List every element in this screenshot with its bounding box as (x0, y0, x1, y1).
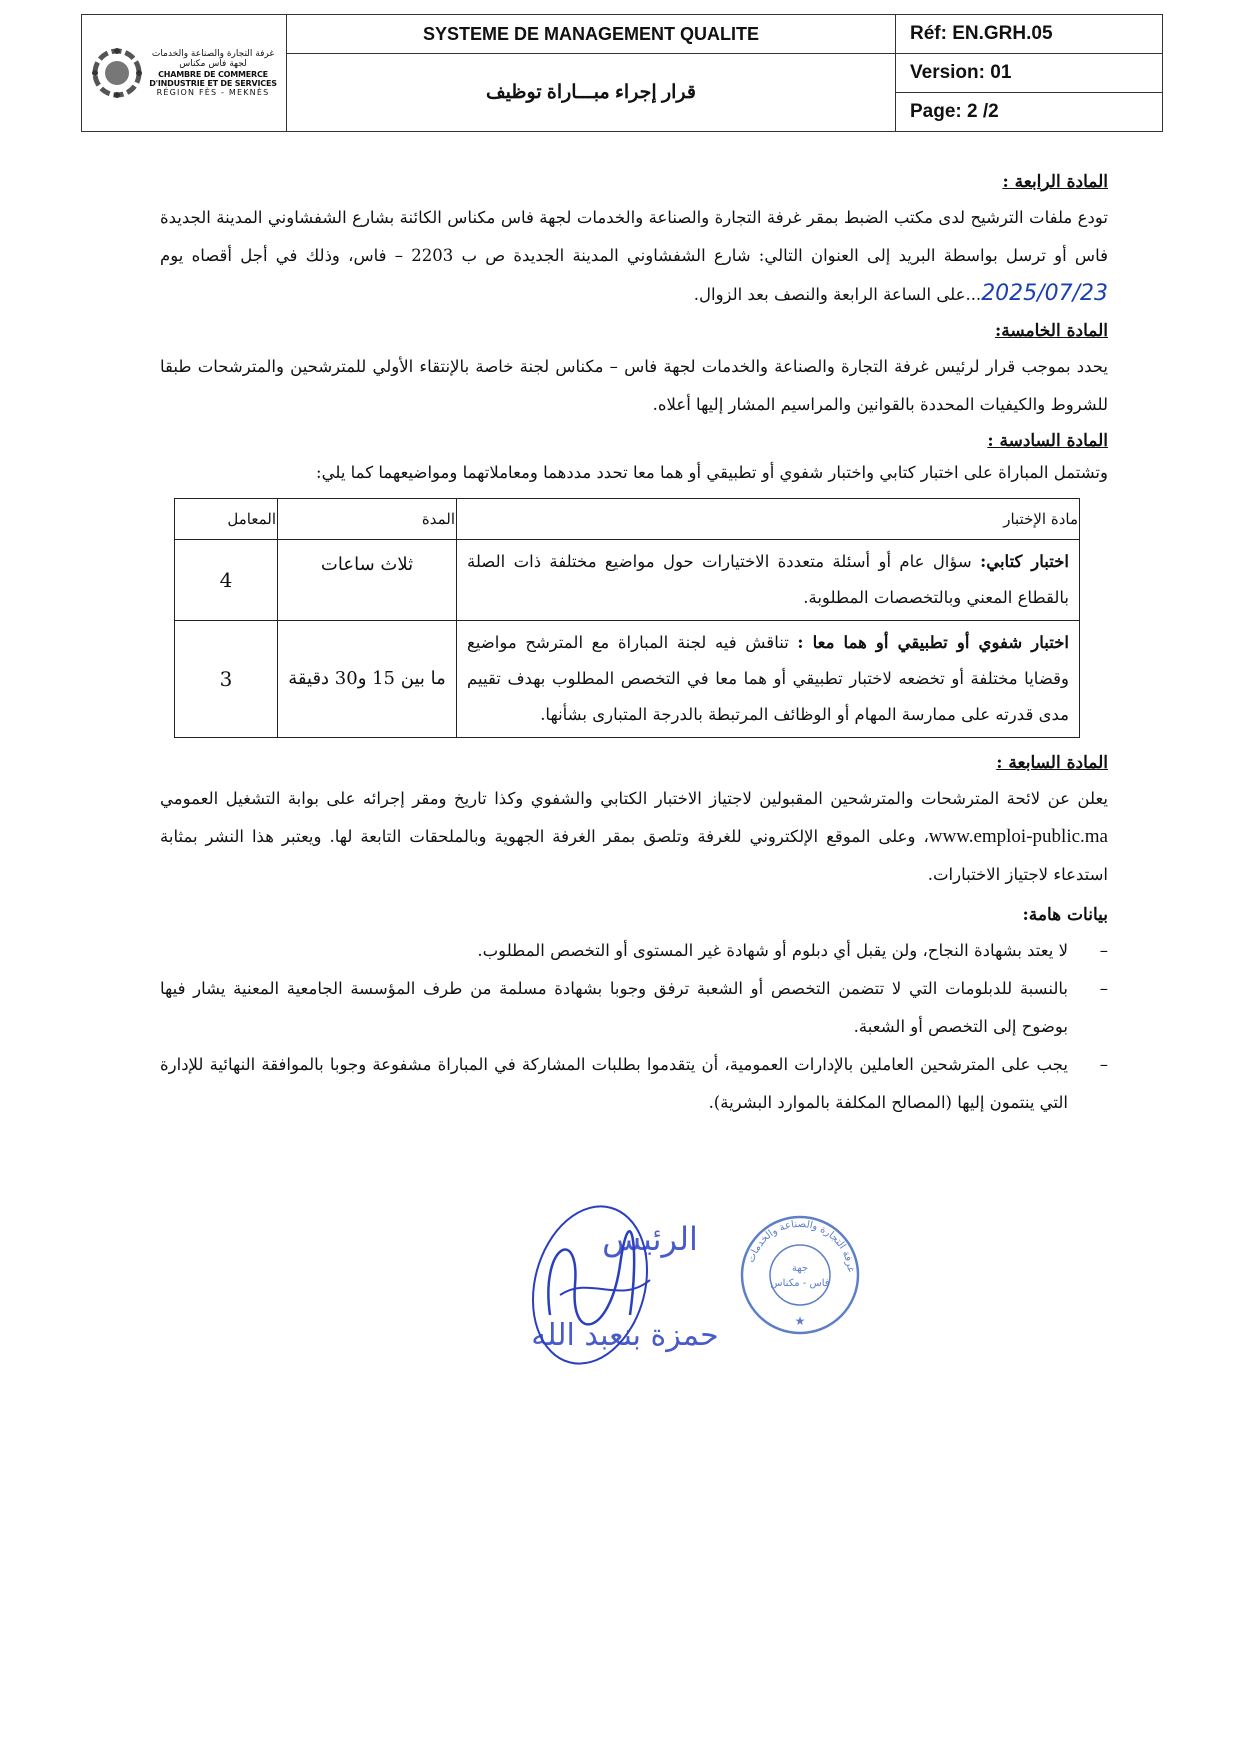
article-5-text: يحدد بموجب قرار لرئيس غرفة التجارة والصناعة والخدمات لجهة فاس – مكناس لجنة خاصة بالإنتقاء الأولي للمترشحين والمترشحات طبقا للشروط والكيفيات المحددة بالقوانين والمراسيم المشار إليها أعلاه. (160, 357, 1108, 414)
exam-table-header-row (175, 499, 1080, 540)
table-row (175, 621, 1080, 738)
signature-name: حمزة بنعبد الله (531, 1318, 719, 1353)
article-4-body: تودع ملفات الترشيح لدى مكتب الضبط بمقر غرفة التجارة والصناعة والخدمات لجهة فاس مكناس الكائنة بشارع الشفشاوني المدينة الجديدة فاس أو ترسل بواسطة البريد إلى العنوان التالي: شارع الشفشاوني المدينة الجديدة ص ب 2203 – فاس، وذلك في أجل أقصاه يوم (160, 208, 1108, 265)
handwritten-deadline-date: 2025/07/23 (981, 281, 1108, 306)
list-item: – لا يعتد بشهادة النجاح، ولن يقبل أي دبلوم أو شهادة غير المستوى أو التخصص المطلوب. (477, 941, 1108, 960)
exam-duration: ثلاث ساعات (278, 540, 457, 621)
list-item: – بالنسبة للدبلومات التي لا تتضمن التخصص أو الشعبة ترفق وجوبا بشهادة مسلمة من طرف المؤسسة الجامعية المعنية يشار فيها بوضوح إلى التخصص أو الشعبة. (160, 979, 1108, 1036)
system-title: SYSTEME DE MANAGEMENT QUALITE (422, 23, 759, 44)
note-text: يجب على المترشحين العاملين بالإدارات العمومية، أن يتقدموا بطلبات المشاركة في المباراة مشفوعة وجوبا بالموافقة النهائية للإدارة التي ينتمون إليها (المصالح المكلفة بالموارد البشرية). (160, 1055, 1068, 1112)
exam-subject-title: اختبار كتابي: (980, 552, 1069, 571)
reference: Réf: EN.GRH.05 (896, 15, 1163, 54)
stamp-center-line-2: فاس - مكناس (770, 1278, 830, 1289)
logo-french-line-1: CHAMBRE DE COMMERCE (158, 69, 268, 79)
logo-arabic-line-1: غرفة التجارة والصناعة والخدمات (151, 48, 275, 59)
exam-table-header-duration: المدة (278, 499, 457, 540)
article-4-body-end: ...على الساعة الرابعة والنصف بعد الزوال. (693, 285, 982, 304)
exam-table-header-subject: مادة الإختبار (457, 499, 1080, 540)
exam-table (174, 498, 1080, 738)
page-number: Page: 2 /2 (896, 93, 1163, 132)
logo-french-line-2: D'INDUSTRIE ET DE SERVICES (149, 78, 277, 88)
exam-subject-description: تناقش فيه لجنة المباراة مع المترشح مواضيع وقضايا مختلفة أو تخضعه لاختبار تطبيقي أو هما معا في التخصص المطلوب بهدف تقييم مدى قدرته على ممارسة المهام أو الوظائف المرتبطة بالدرجة المتبارى بشأنها. (467, 633, 1069, 724)
article-7-heading: المادة السابعة : (996, 753, 1108, 773)
table-row (175, 540, 1080, 621)
exam-subject-description: سؤال عام أو أسئلة متعددة الاختيارات حول مواضيع مختلفة ذات الصلة بالقطاع المعني وبالتخصصات المطلوبة. (467, 552, 1069, 607)
version: Version: 01 (896, 54, 1163, 93)
doc-title-cell (287, 54, 896, 132)
exam-subject-cell (457, 621, 1080, 738)
document-title: قرار إجراء مبـــاراة توظيف (485, 82, 696, 103)
exam-duration: ما بين 15 و30 دقيقة (278, 621, 457, 738)
article-7-text (160, 780, 1108, 894)
logo-arabic-line-2: لجهة فاس مكناس (179, 59, 247, 70)
exam-subject-cell (457, 540, 1080, 621)
stamp-star-icon: ★ (794, 1314, 806, 1328)
list-item: – يجب على المترشحين العاملين بالإدارات العمومية، أن يتقدموا بطلبات المشاركة في المباراة مشفوعة وجوبا بالموافقة النهائية للإدارة التي ينتمون إليها (المصالح المكلفة بالموارد البشرية). (160, 1055, 1108, 1112)
notes-list (160, 932, 1108, 1122)
logo-region: RÉGION FÈS - MEKNÈS (156, 87, 270, 97)
article-6-heading: المادة السادسة : (987, 431, 1108, 451)
system-title-cell (287, 15, 896, 54)
article-4-text (160, 199, 1108, 314)
document-body (160, 165, 1108, 1122)
exam-subject-title: اختبار شفوي أو تطبيقي أو هما معا : (797, 633, 1069, 652)
logo-cell (82, 15, 287, 132)
stamp-center-line-1: جهة (791, 1263, 809, 1274)
article-6-intro: وتشتمل المباراة على اختبار كتابي واختبار شفوي أو تطبيقي أو هما معا تحدد مددهما ومعاملاتهما ومواضيعهما كما يلي: (316, 463, 1108, 482)
document-header (81, 14, 1163, 132)
exam-table-header-coefficient: المعامل (175, 499, 278, 540)
stamp-ring-text: غرفة التجارة والصناعة والخدمات (745, 1218, 856, 1273)
article-7-body: يعلن عن لائحة المترشحات والمترشحين المقبولين لاجتياز الاختبار الكتابي والشفوي وكذا تاريخ ومقر إجرائه على بوابة التشغيل العمومي (160, 789, 1108, 808)
article-7-body-end: ، وعلى الموقع الإلكتروني للغرفة وتلصق بمقر الغرفة الجهوية وبالملحقات التابعة لها. ويعتبر هذا النشر بمثابة استدعاء لاجتياز الاختبارات. (160, 827, 1108, 884)
emploi-public-link[interactable]: www.emploi-public.ma (928, 826, 1108, 847)
exam-coefficient: 3 (175, 621, 278, 738)
note-text: بالنسبة للدبلومات التي لا تتضمن التخصص أو الشعبة ترفق وجوبا بشهادة مسلمة من طرف المؤسسة الجامعية المعنية يشار فيها بوضوح إلى التخصص أو الشعبة. (160, 979, 1068, 1036)
notes-heading: بيانات هامة: (1022, 905, 1108, 925)
note-text: لا يعتد بشهادة النجاح، ولن يقبل أي دبلوم أو شهادة غير المستوى أو التخصص المطلوب. (477, 941, 1068, 960)
article-5-heading: المادة الخامسة: (994, 321, 1108, 341)
signature-and-stamp (500, 1185, 880, 1365)
signature-stamp-graphic (500, 1185, 880, 1365)
signature-title: الرئيس (602, 1220, 698, 1258)
chamber-logo-icon (91, 47, 143, 99)
article-4-heading: المادة الرابعة : (1002, 172, 1108, 192)
president-signature (516, 1193, 719, 1365)
exam-coefficient: 4 (175, 540, 278, 621)
official-stamp (742, 1217, 858, 1333)
